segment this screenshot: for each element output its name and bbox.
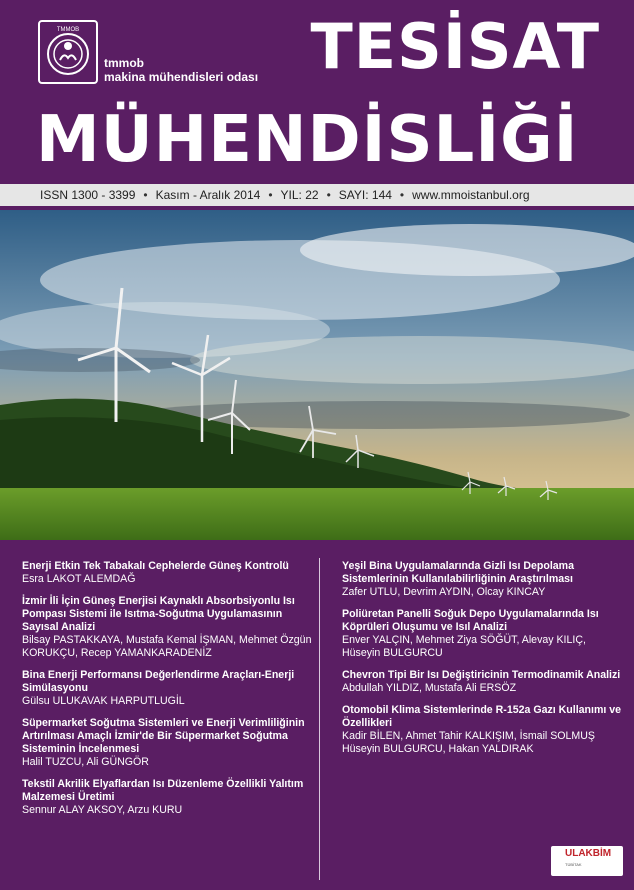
contents-right-column [342, 560, 627, 765]
article-authors: Halil TUZCU, Ali GÜNGÖR [22, 756, 149, 768]
logo-text: TMMOB [56, 27, 80, 33]
wind-turbine-photo [0, 210, 634, 540]
article-authors: Abdullah YILDIZ, Mustafa Ali ERSÖZ [342, 682, 517, 694]
bullet-separator: • [326, 188, 331, 202]
article-authors: Gülsu ULUKAVAK HARPUTLUGİL [22, 695, 185, 707]
contents-left-column [22, 560, 314, 826]
issue-date: Kasım - Aralık 2014 [155, 188, 261, 202]
article-title: Bina Enerji Performansı Değerlendirme Araçları-Enerji Simülasyonu [22, 669, 295, 694]
bullet-separator: • [268, 188, 273, 202]
title-line1: TESİSAT [310, 10, 600, 83]
publisher-line1: tmmob [104, 56, 144, 70]
title-line2: MÜHENDİSLİĞİ [36, 103, 579, 177]
article-item [22, 717, 314, 769]
article-item [22, 560, 314, 586]
ulakbim-logo [551, 846, 623, 876]
bullet-separator: • [399, 188, 405, 202]
article-authors: Bilsay PASTAKKAYA, Mustafa Kemal İŞMAN, Mehmet Özgün KORUKÇU, Recep YAMANKARADENİZ [22, 634, 312, 659]
article-title: İzmir İli İçin Güneş Enerjisi Kaynaklı Absorbsiyonlu Isı Pompası Sistemi ile Isıtma-Soğutma Uygulamasının Sayısal Analizi [22, 595, 295, 633]
column-divider [319, 558, 320, 880]
article-title: Süpermarket Soğutma Sistemleri ve Enerji Verimliliğinin Artırılması Amaçlı İzmir'de Bir Süpermarket Soğutma Sisteminin İncelenmesi [22, 717, 305, 755]
article-authors: Zafer UTLU, Devrim AYDIN, Olcay KINCAY [342, 586, 546, 598]
publisher-line2: makina mühendisleri odası [104, 70, 259, 84]
bullet-separator: • [143, 188, 148, 202]
article-title: Chevron Tipi Bir Isı Değiştiricinin Termodinamik Analizi [342, 669, 621, 681]
volume-year: YIL: 22 [280, 188, 319, 202]
article-item [342, 669, 627, 695]
publisher [104, 56, 258, 84]
article-title: Poliüretan Panelli Soğuk Depo Uygulamalarında Isı Köprüleri Oluşumu ve Isıl Analizi [342, 608, 599, 633]
article-item [22, 778, 314, 817]
ulakbim-sub: TÜBİTAK [565, 862, 582, 867]
article-item [342, 704, 627, 756]
article-item [342, 608, 627, 660]
tmmob-logo [38, 20, 98, 84]
article-authors: Sennur ALAY AKSOY, Arzu KURU [22, 804, 183, 816]
article-authors: Esra LAKOT ALEMDAĞ [22, 573, 136, 585]
article-item [342, 560, 627, 599]
article-title: Tekstil Akrilik Elyaflardan Isı Düzenleme Özellikli Yalıtım Malzemesi Üretimi [22, 778, 304, 803]
article-title: Otomobil Klima Sistemlerinde R-152a Gazı Kullanımı ve Özellikleri [342, 704, 622, 729]
article-authors: Kadir BİLEN, Ahmet Tahir KALKIŞIM, İsmail SOLMUŞ Hüseyin BULGURCU, Hakan YALDIRAK [342, 730, 595, 755]
article-item [22, 669, 314, 708]
issue-info-bar [0, 184, 634, 206]
website: www.mmoistanbul.org [412, 188, 530, 202]
issn: ISSN 1300 - 3399 [40, 188, 136, 202]
article-authors: Enver YALÇIN, Mehmet Ziya SÖĞÜT, Alevay KILIÇ, Hüseyin BULGURCU [342, 634, 586, 659]
article-title: Enerji Etkin Tek Tabakalı Cephelerde Güneş Kontrolü [22, 560, 289, 572]
article-title: Yeşil Bina Uygulamalarında Gizli Isı Depolama Sistemlerinin Kullanılabilirliğinin Araştırılması [342, 560, 574, 585]
ulakbim-label: ULAKBİM [565, 848, 612, 859]
article-item [22, 595, 314, 660]
issue-number: SAYI: 144 [338, 188, 392, 202]
